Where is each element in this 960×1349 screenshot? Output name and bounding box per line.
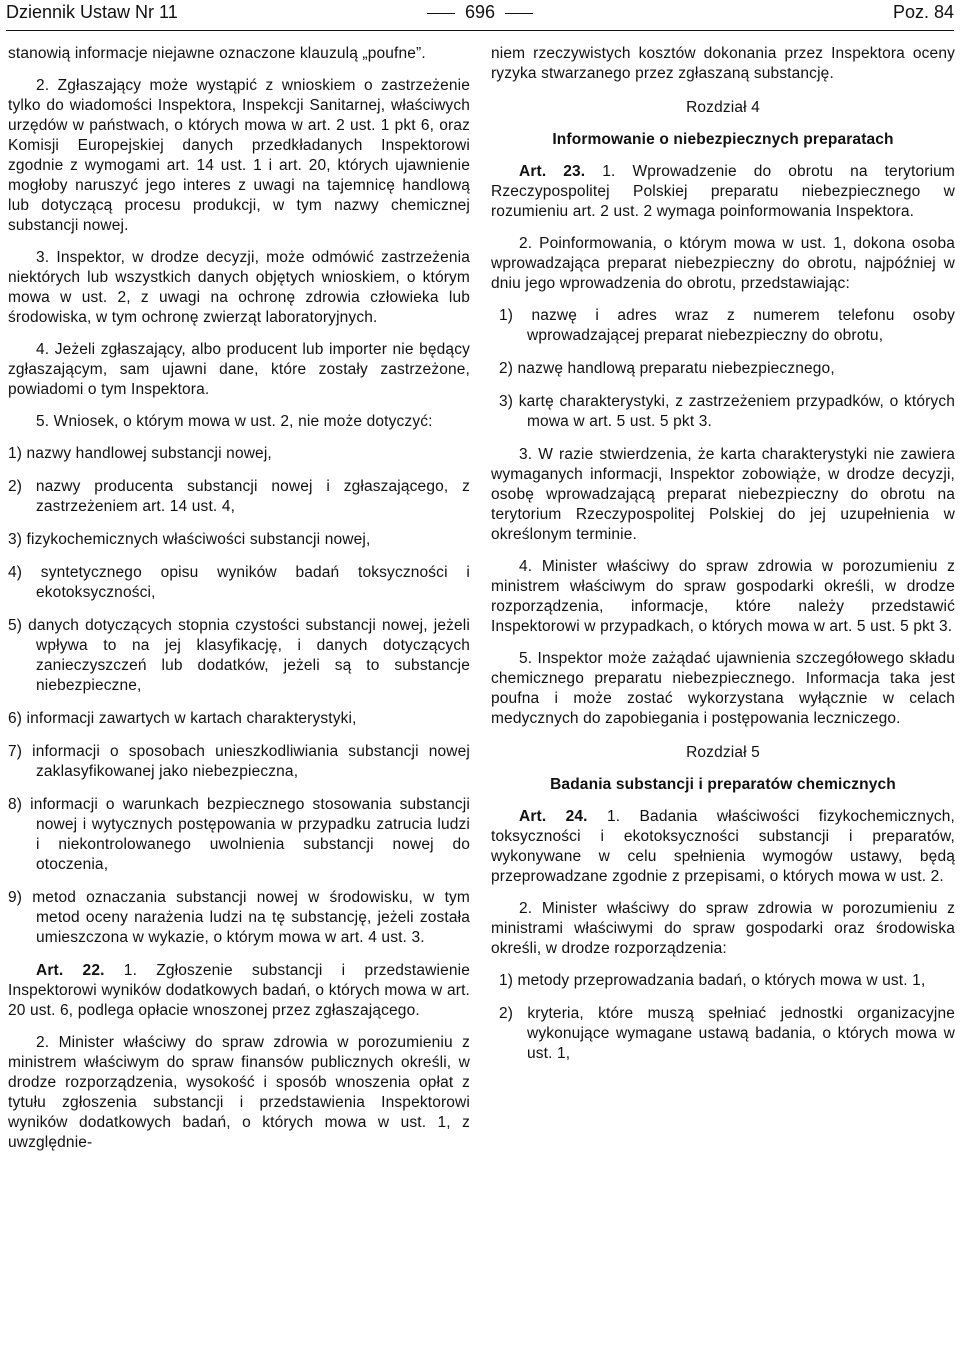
paragraph [8, 1033, 470, 1153]
paragraph-text: 4) syntetycznego opisu wyników badań toksyczności i ekotoksyczności, [8, 564, 470, 601]
paragraph-text: 3. Inspektor, w drodze decyzji, może odmówić zastrzeżenia niektórych lub wszystkich danych objętych wnioskiem, o którym mowa w ust. 2, z uwagi na ochronę zdrowia człowieka lub środowiska, w tym ochronę zwierząt laboratoryjnych. [8, 249, 470, 326]
paragraph [8, 412, 470, 432]
paragraph [491, 44, 955, 84]
paragraph-text: 2. Minister właściwy do spraw zdrowia w porozumieniu z ministrem właściwym do spraw finansów publicznych określi, w drodze rozporządzenia, wysokość i sposób wnoszenia opłat z tytułu zgłoszenia substancji i przedstawienia Inspektorowi wyników dodatkowych badań, o których mowa w ust. 1, z uwzględnie- [8, 1034, 470, 1151]
list-item [8, 795, 470, 875]
list-item [8, 616, 470, 696]
chapter-title [491, 130, 955, 150]
dash-left [427, 13, 455, 15]
paragraph [491, 557, 955, 637]
paragraph-text: Rozdział 4 [686, 99, 760, 116]
article-paragraph [8, 961, 470, 1021]
list-item [8, 709, 470, 729]
right-column [491, 44, 955, 1077]
paragraph-text: 6) informacji zawartych w kartach charakterystyki, [8, 710, 357, 727]
list-item [491, 392, 955, 432]
paragraph-text: stanowią informacje niejawne oznaczone klauzulą „poufne”. [8, 45, 426, 62]
paragraph-text: 2. Minister właściwy do spraw zdrowia w porozumieniu z ministrami właściwymi do spraw gospodarki oraz środowiska określi, w drodze rozporządzenia: [491, 900, 955, 957]
paragraph [8, 248, 470, 328]
paragraph-text: niem rzeczywistych kosztów dokonania przez Inspektora oceny ryzyka stwarzanego przez zgłaszaną substancję. [491, 45, 955, 82]
paragraph [8, 44, 470, 64]
paragraph-text: 1. Badania właściwości fizykochemicznych, toksyczności i ekotoksyczności substancji i preparatów, wykonywane w celu spełnienia wymogów ustawy, będą przeprowadzane zgodnie z przepisami, o których mowa w ust. 2. [491, 808, 955, 885]
paragraph [8, 340, 470, 400]
journal-title: Dziennik Ustaw Nr 11 [6, 2, 178, 22]
paragraph-text: 1) nazwę i adres wraz z numerem telefonu osoby wprowadzającej preparat niebezpieczny do obrotu, [499, 307, 955, 344]
chapter-number [491, 98, 955, 118]
paragraph [491, 445, 955, 545]
page-number: 696 [464, 2, 496, 22]
paragraph-text: 4. Jeżeli zgłaszający, albo producent lub importer nie będący zgłaszającym, sam ujawni dane, które zostały zastrzeżone, powiadomi o tym Inspektora. [8, 341, 470, 398]
paragraph-text: 2. Poinformowania, o którym mowa w ust. 1, dokona osoba wprowadzająca preparat niebezpieczny do obrotu, najpóźniej w dniu jego wprowadzenia do obrotu, przedstawiając: [491, 235, 955, 292]
list-item [8, 530, 470, 550]
paragraph [8, 76, 470, 236]
paragraph-text: Informowanie o niebezpiecznych preparatach [552, 131, 894, 148]
paragraph-text: 9) metod oznaczania substancji nowej w środowisku, w tym metod oceny narażenia ludzi na tę substancję, jeżeli została umieszczona w wykazie, o którym mowa w art. 4 ust. 3. [8, 889, 470, 946]
article-number: Art. 22. [36, 962, 105, 979]
paragraph-text: 5. Inspektor może zażądać ujawnienia szczegółowego składu chemicznego preparatu niebezpiecznego. Informacja taka jest poufna i może zostać wykorzystana wyłącznie w celach medycznych do zapobiegania i postępowania leczniczego. [491, 650, 955, 727]
paragraph [491, 649, 955, 729]
list-item [8, 563, 470, 603]
position-number: Poz. 84 [892, 2, 954, 22]
paragraph-text: 5) danych dotyczących stopnia czystości substancji nowej, jeżeli wpływa to na jej klasyfikację, i danych dotyczących zanieczyszczeń lub dodatków, jeżeli są to substancje niebezpieczne, [8, 617, 470, 694]
article-number: Art. 23. [519, 163, 586, 180]
paragraph-text: Badania substancji i preparatów chemicznych [550, 776, 896, 793]
paragraph-text: 2) nazwy producenta substancji nowej i zgłaszającego, z zastrzeżeniem art. 14 ust. 4, [8, 478, 470, 515]
paragraph-text: 5. Wniosek, o którym mowa w ust. 2, nie może dotyczyć: [36, 413, 433, 430]
list-item [8, 742, 470, 782]
article-paragraph [491, 162, 955, 222]
paragraph-text: 3) fizykochemicznych właściwości substancji nowej, [8, 531, 371, 548]
paragraph-text: 8) informacji o warunkach bezpiecznego stosowania substancji nowej i wytycznych postępowania w przypadku zatrucia ludzi i niekontrolowanego uwolnienia substancji nowej do otoczenia, [8, 796, 470, 873]
chapter-number [491, 743, 955, 763]
chapter-title [491, 775, 955, 795]
list-item [8, 888, 470, 948]
paragraph [491, 234, 955, 294]
article-paragraph [491, 807, 955, 887]
list-item [8, 477, 470, 517]
paragraph-text: 4. Minister właściwy do spraw zdrowia w porozumieniu z ministrem właściwym do spraw gospodarki określi, w drodze rozporządzenia, informacje, które należy przedstawić Inspektorowi w przypadkach, o których mowa w art. 5 ust. 5 pkt 3. [491, 558, 955, 635]
page-number-group [6, 0, 954, 24]
paragraph-text: 1) nazwy handlowej substancji nowej, [8, 445, 272, 462]
paragraph-text: 3) kartę charakterystyki, z zastrzeżeniem przypadków, o których mowa w art. 5 ust. 5 pkt 3. [499, 393, 955, 430]
paragraph-text: 1. Wprowadzenie do obrotu na terytorium Rzeczypospolitej Polskiej preparatu niebezpiecznego w rozumieniu art. 2 ust. 2 wymaga poinformowania Inspektora. [491, 163, 955, 220]
list-item [491, 971, 955, 991]
dash-right [505, 13, 533, 15]
list-item [8, 444, 470, 464]
paragraph-text: 7) informacji o sposobach unieszkodliwiania substancji nowej zaklasyfikowanej jako niebezpieczna, [8, 743, 470, 780]
paragraph-text: Rozdział 5 [686, 744, 760, 761]
list-item [491, 359, 955, 379]
paragraph [491, 899, 955, 959]
list-item [491, 306, 955, 346]
list-item [491, 1004, 955, 1064]
paragraph-text: 1. Zgłoszenie substancji i przedstawienie Inspektorowi wyników dodatkowych badań, o których mowa w art. 20 ust. 6, podlega opłacie wnoszonej przez zgłaszającego. [8, 962, 470, 1019]
paragraph-text: 1) metody przeprowadzania badań, o których mowa w ust. 1, [499, 972, 926, 989]
paragraph-text: 2. Zgłaszający może wystąpić z wnioskiem o zastrzeżenie tylko do wiadomości Inspektora, Inspekcji Sanitarnej, właściwych urzędów w państwach, o których mowa w art. 2 ust. 1 pkt 6, oraz Komisji Europejskiej danych przedkładanych Inspektorowi zgodnie z wymogami art. 14 ust. 1 i art. 20, których ujawnienie mogłoby naruszyć jego interes z uwagi na tajemnicę handlową lub dotyczącą procesu produkcji, w tym nazwy chemicznej substancji nowej. [8, 77, 470, 234]
paragraph-text: 2) kryteria, które muszą spełniać jednostki organizacyjne wykonujące wymagane ustawą badania, o których mowa w ust. 1, [499, 1005, 955, 1062]
page-header [6, 0, 954, 31]
paragraph-text: 3. W razie stwierdzenia, że karta charakterystyki nie zawiera wymaganych informacji, Inspektor zobowiąże, w drodze decyzji, osobę wprowadzającą preparat niebezpieczny do obrotu na terytorium Rzeczypospolitej Polskiej do jej uzupełnienia w określonym terminie. [491, 446, 955, 543]
left-column [8, 44, 470, 1165]
paragraph-text: 2) nazwę handlową preparatu niebezpiecznego, [499, 360, 835, 377]
article-number: Art. 24. [519, 808, 588, 825]
